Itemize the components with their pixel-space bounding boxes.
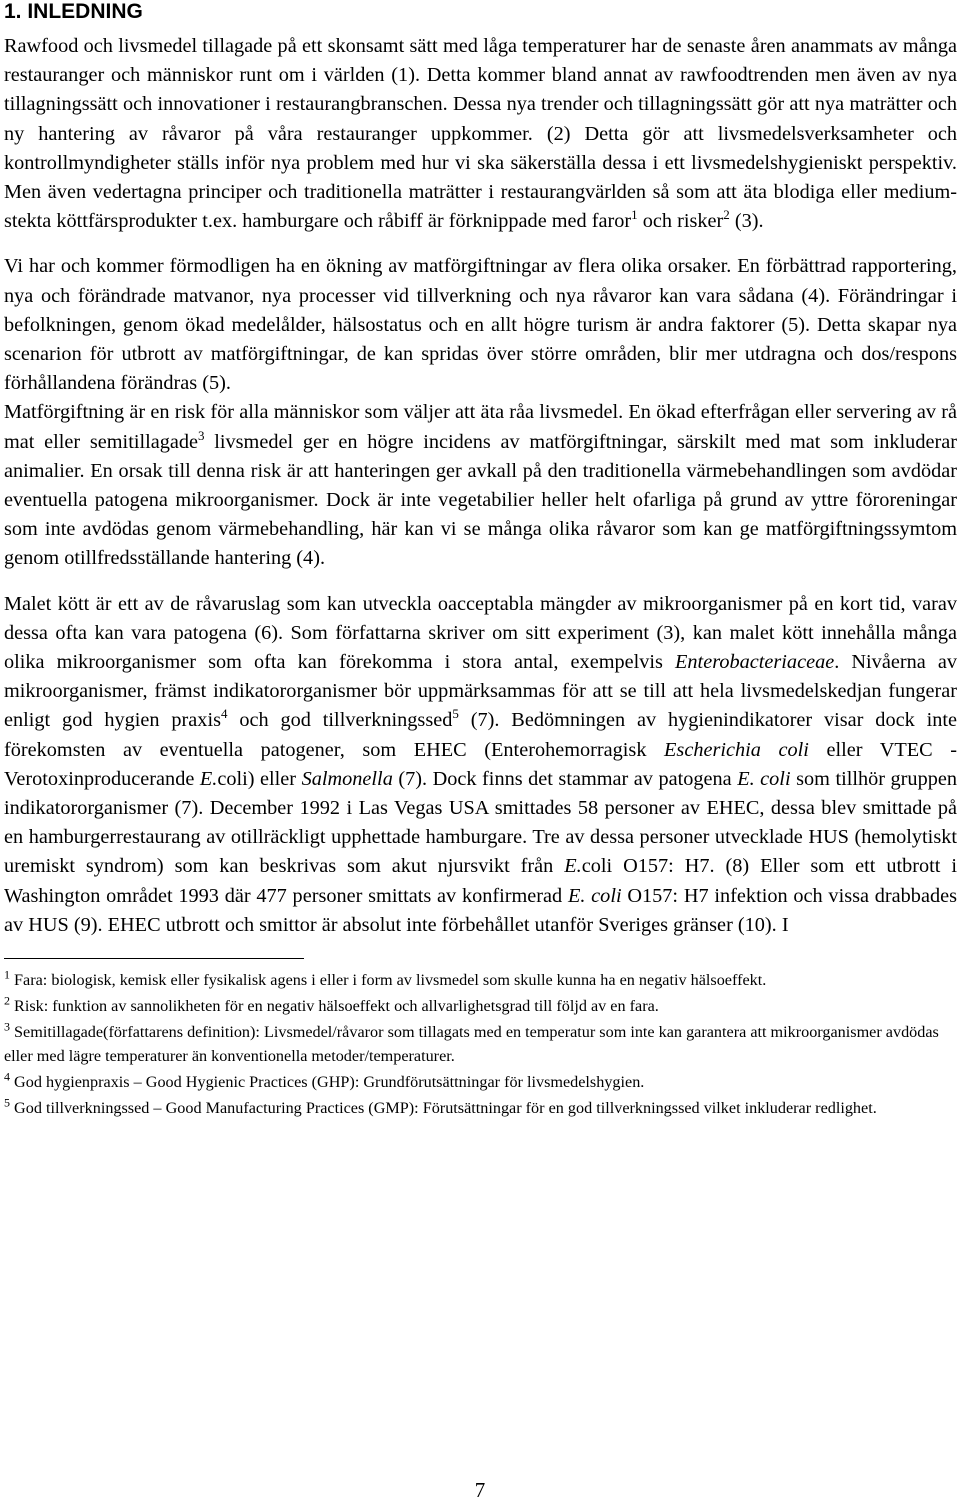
text-run: Vi har och kommer förmodligen ha en ökning av matförgiftningar av flera olika orsaker. En förbättrad rapportering, nya och förändrade matvanor, nya processer vid tillverkning och nya råvaror kan vara sådana (4). Förändringar i befolkningen, genom ökad medelålder, hälsostatus och en allt högre turism är andra faktorer (5). Detta skapar nya scenarion för utbrott av matförgiftningar, de kan spridas över större områden, blir mer utdragna och dos/respons förhållandena förändras (5). (4, 255, 957, 395)
text-run: (7). Dock finns det stammar av patogena (392, 767, 738, 790)
footnote-marker: 3 (198, 427, 205, 443)
footnote-1 (4, 968, 957, 992)
text-run: livsmedel ger en högre incidens av matförgiftningar, särskilt med mat som inkluderar animalier. En orsak till denna risk är att hanteringen ger avkall på den traditionella värmebehandlingen som avdödar eventuella patogena mikroorganismer. Dock är inte vegetabilier heller helt ofarliga på grund av yttre föroreningar som inte avdödas genom värmebehandling, här kan vi se många olika råvaror som kan ge matförgiftningssymtom genom otillfredsställande hantering (4). (4, 430, 957, 570)
italic-term: Salmonella (301, 767, 393, 790)
footnote-separator (4, 958, 304, 959)
text-run: (7). Bedömningen av hygienindikatorer visar dock inte förekomsten av eventuella patogener, som EHEC (Enterohemorragisk (4, 709, 958, 761)
footnote-number: 3 (4, 1019, 10, 1034)
paragraph-4 (4, 590, 957, 940)
body-text (4, 32, 957, 940)
text-run: som tillhör gruppen indikatororganismer (7). December 1992 i Las Vegas USA smittades 58 personer av EHEC, dessa blev smittade på en hamburgerrestaurang av otillräckligt upphettade hamburgare. Tre av dessa personer utvecklade HUS (hemolytiskt uremiskt syndrom) som kan beskrivas som akut njursvikt från (4, 767, 957, 878)
section-heading: 1. INLEDNING (4, 0, 143, 23)
text-run: O157: H7 infektion och vissa drabbades av HUS (9). EHEC utbrott och smittor är absolut inte förbehållet utanför Sveriges gränser (10). I (4, 884, 957, 936)
paragraph-3 (4, 398, 957, 573)
text-run: (3). (729, 210, 764, 233)
text-run: Matförgiftning är en risk för alla människor som väljer att äta råa livsmedel. En ökad efterfrågan eller servering av rå mat eller semitillagade (4, 401, 957, 453)
footnote-4 (4, 1070, 957, 1094)
italic-term: E. coli (737, 767, 791, 790)
italic-term: Escherichia coli (664, 738, 809, 761)
footnote-2 (4, 994, 957, 1018)
footnote-marker: 2 (723, 207, 730, 223)
footnote-number: 2 (4, 993, 10, 1008)
paragraph-1 (4, 32, 957, 236)
footnote-number: 4 (4, 1069, 10, 1084)
document-page (4, 0, 957, 1122)
footnote-marker: 4 (220, 706, 228, 722)
footnote-5 (4, 1096, 957, 1120)
paragraph-2 (4, 252, 957, 398)
footnote-text: Risk: funktion av sannolikheten för en negativ hälsoeffekt och allvarlighetsgrad till följd av en fara. (10, 997, 659, 1016)
italic-term: E. coli (567, 884, 622, 907)
text-run: Rawfood och livsmedel tillagade på ett skonsamt sätt med låga temperaturer har de senaste åren anammats av många restauranger och människor runt om i världen (1). Detta kommer bland annat av rawfoodtrenden men även av nya tillagningssätt och innovationer i restaurangbranschen. Dessa nya trender och tillagningssätt gör att nya maträtter och ny hantering av råvaror på våra restauranger uppkommer. (2) Detta gör att livsmedelsverksamheter och kontrollmyndigheter ställs inför nya problem med hur vi ska säkerställa dessa i ett livsmedelshygieniskt perspektiv. Men även vedertagna principer och traditionella maträtter i restaurangvärlden så som att äta blodiga eller medium-stekta köttfärsprodukter t.ex. hamburgare och råbiff är förknippade med faror (4, 35, 957, 233)
footnote-number: 1 (4, 967, 10, 982)
text-run: eller VTEC -Verotoxinproducerande (4, 738, 957, 790)
footnotes (4, 968, 957, 1120)
page-number: 7 (474, 1478, 486, 1502)
footnote-text: God hygienpraxis – Good Hygienic Practices (GHP): Grundförutsättningar för livsmedelshygien. (10, 1073, 645, 1092)
text-run: och risker (637, 210, 724, 233)
footnote-marker: 5 (452, 706, 459, 722)
footnote-text: Semitillagade(författarens definition): Livsmedel/råvaror som tillagats med en temperatur som inte kan garantera att mikroorganismer avdödas eller med lägre temperaturer än konventionella metoder/temperaturer. (4, 1023, 939, 1066)
italic-term: E. (199, 767, 218, 790)
italic-term: Enterobacteriaceae (675, 651, 835, 674)
footnote-text: Fara: biologisk, kemisk eller fysikalisk agens i eller i form av livsmedel som skulle kunna ha en negativ hälsoeffekt. (10, 971, 767, 990)
italic-term: E. (564, 855, 582, 878)
text-run: Malet kött är ett av de råvaruslag som kan utveckla oacceptabla mängder av mikroorganismer på en kort tid, varav dessa ofta kan vara patogena (6). Som författarna skriver om sitt experiment (3), kan malet kött innehålla många olika mikroorganismer som ofta kan förekomma i stora antal, exempelvis (4, 592, 957, 674)
footnote-3 (4, 1020, 957, 1068)
text-run: coli) eller (217, 767, 302, 790)
text-run: . Nivåerna av mikroorganismer, främst indikatororganismer bör uppmärksammas för att se till att hela livsmedelskedjan fungerar enligt god hygien praxis (4, 651, 957, 732)
footnote-number: 5 (4, 1095, 10, 1110)
footnote-text: God tillverkningssed – Good Manufacturing Practices (GMP): Förutsättningar för en god tillverkningssed vilket inkluderar redlighet. (10, 1099, 877, 1118)
footnote-marker: 1 (631, 207, 638, 223)
text-run: coli O157: H7. (8) Eller som ett utbrott i Washington området 1993 där 477 personer smittats av konfirmerad (4, 855, 957, 907)
text-run: och god tillverkningssed (227, 709, 453, 732)
